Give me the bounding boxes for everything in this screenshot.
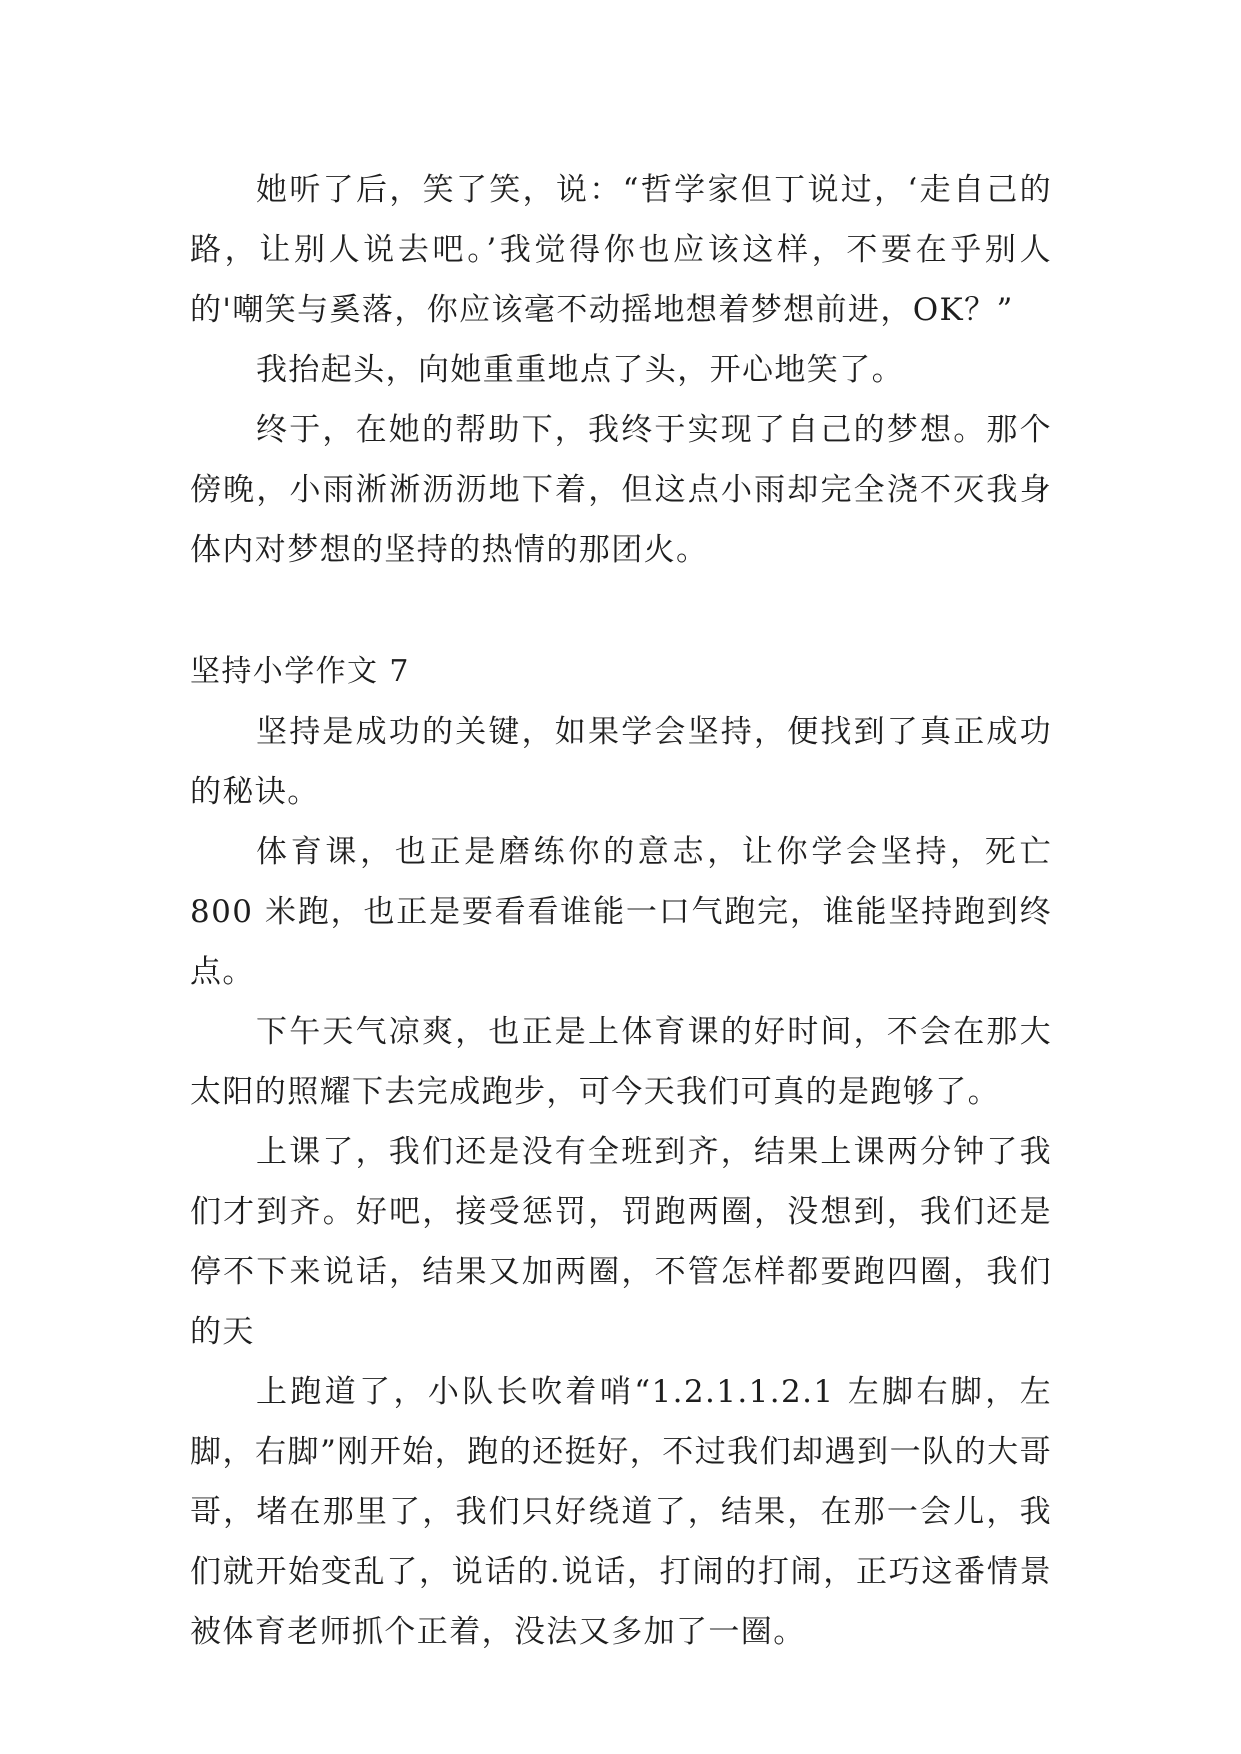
section-title: 坚持小学作文 7 bbox=[190, 654, 410, 689]
paragraph: 我抬起头，向她重重地点了头，开心地笑了。 bbox=[256, 352, 904, 388]
paragraph: 上跑道了，小队长吹着哨“1.2.1.1.2.1 左脚右脚，左脚，右脚”刚开始，跑的还挺好，不过我们却遇到一队的大哥哥，堵在那里了，我们只好绕道了，结果，在那一会儿，我们就开始变乱了，说话的.说话，打闹的打闹，正巧这番情景被体育老师抓个正着，没法又多加了一圈。 bbox=[190, 1374, 1052, 1650]
paragraph: 终于，在她的帮助下，我终于实现了自己的梦想。那个傍晚，小雨淅淅沥沥地下着，但这点小雨却完全浇不灭我身体内对梦想的坚持的热情的那团火。 bbox=[190, 412, 1052, 568]
document-body bbox=[190, 160, 1052, 1662]
paragraph: 她听了后，笑了笑，说：“哲学家但丁说过，‘走自己的路，让别人说去吧。’我觉得你也应该这样，不要在乎别人的'嘲笑与奚落，你应该毫不动摇地想着梦想前进，OK？” bbox=[190, 172, 1052, 328]
paragraph: 下午天气凉爽，也正是上体育课的好时间，不会在那大太阳的照耀下去完成跑步，可今天我们可真的是跑够了。 bbox=[190, 1014, 1052, 1110]
paragraph: 坚持是成功的关键，如果学会坚持，便找到了真正成功的秘诀。 bbox=[190, 714, 1052, 810]
paragraph: 体育课，也正是磨练你的意志，让你学会坚持，死亡 800 米跑，也正是要看看谁能一口气跑完，谁能坚持跑到终点。 bbox=[190, 834, 1052, 990]
paragraph: 上课了，我们还是没有全班到齐，结果上课两分钟了我们才到齐。好吧，接受惩罚，罚跑两圈，没想到，我们还是停不下来说话，结果又加两圈，不管怎样都要跑四圈，我们的天 bbox=[190, 1134, 1052, 1350]
